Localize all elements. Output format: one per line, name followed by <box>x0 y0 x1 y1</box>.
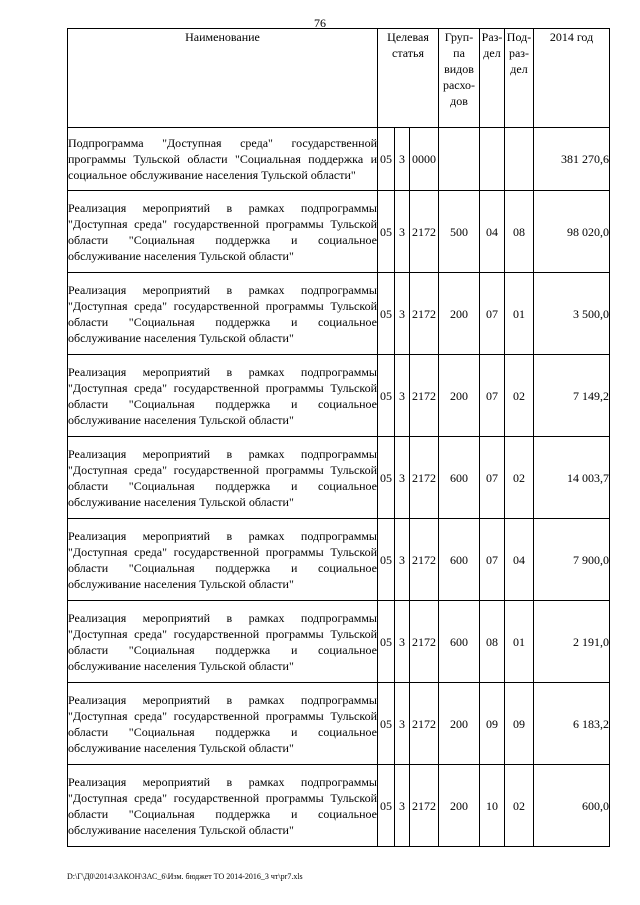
target-code-part1: 05 <box>378 601 395 683</box>
table-row <box>68 355 610 437</box>
target-code-part1: 05 <box>378 765 395 847</box>
amount-2014: 381 270,6 <box>534 128 610 191</box>
row-name: Подпрограмма "Доступная среда" государственной программы Тульской области "Социальная поддержка и социальное обслуживание населения Тульской области" <box>68 128 378 191</box>
amount-2014: 7 900,0 <box>534 519 610 601</box>
page-number: 76 <box>314 16 326 30</box>
target-code-part2: 3 <box>395 683 410 765</box>
section-code: 10 <box>480 765 505 847</box>
target-code-part2: 3 <box>395 519 410 601</box>
expense-group-code: 200 <box>439 765 480 847</box>
target-code-part1: 05 <box>378 437 395 519</box>
header-expense-group: Груп-па видов расхо-дов <box>439 29 480 128</box>
target-code-part1: 05 <box>378 191 395 273</box>
target-code-part2: 3 <box>395 191 410 273</box>
target-code-part3: 2172 <box>410 601 439 683</box>
row-name: Реализация мероприятий в рамках подпрограммы "Доступная среда" государственной программы Тульской области "Социальная поддержка и социальное обслуживание населения Тульской области" <box>68 437 378 519</box>
target-code-part1: 05 <box>378 683 395 765</box>
target-code-part1: 05 <box>378 273 395 355</box>
target-code-part3: 2172 <box>410 765 439 847</box>
header-section: Раз-дел <box>480 29 505 128</box>
amount-2014: 600,0 <box>534 765 610 847</box>
header-target-article: Целевая статья <box>378 29 439 128</box>
table-row <box>68 273 610 355</box>
target-code-part3: 2172 <box>410 519 439 601</box>
row-name: Реализация мероприятий в рамках подпрограммы "Доступная среда" государственной программы Тульской области "Социальная поддержка и социальное обслуживание населения Тульской области" <box>68 519 378 601</box>
subsection-code: 02 <box>505 437 534 519</box>
row-name: Реализация мероприятий в рамках подпрограммы "Доступная среда" государственной программы Тульской области "Социальная поддержка и социальное обслуживание населения Тульской области" <box>68 273 378 355</box>
row-name: Реализация мероприятий в рамках подпрограммы "Доступная среда" государственной программы Тульской области "Социальная поддержка и социальное обслуживание населения Тульской области" <box>68 683 378 765</box>
header-year: 2014 год <box>534 29 610 128</box>
target-code-part3: 2172 <box>410 683 439 765</box>
table-row <box>68 437 610 519</box>
subsection-code: 01 <box>505 601 534 683</box>
table-row <box>68 683 610 765</box>
amount-2014: 2 191,0 <box>534 601 610 683</box>
target-code-part3: 2172 <box>410 355 439 437</box>
subsection-code: 02 <box>505 765 534 847</box>
amount-2014: 14 003,7 <box>534 437 610 519</box>
target-code-part2: 3 <box>395 601 410 683</box>
expense-group-code: 600 <box>439 437 480 519</box>
subsection-code: 01 <box>505 273 534 355</box>
target-code-part2: 3 <box>395 273 410 355</box>
header-name: Наименование <box>68 29 378 128</box>
expense-group-code <box>439 128 480 191</box>
target-code-part1: 05 <box>378 519 395 601</box>
subsection-code: 09 <box>505 683 534 765</box>
expense-group-code: 500 <box>439 191 480 273</box>
target-code-part2: 3 <box>395 765 410 847</box>
table-row <box>68 765 610 847</box>
table-row <box>68 601 610 683</box>
target-code-part2: 3 <box>395 355 410 437</box>
expense-group-code: 200 <box>439 273 480 355</box>
subsection-code: 02 <box>505 355 534 437</box>
section-code: 07 <box>480 355 505 437</box>
target-code-part2: 3 <box>395 437 410 519</box>
target-code-part3: 0000 <box>410 128 439 191</box>
amount-2014: 98 020,0 <box>534 191 610 273</box>
section-code: 08 <box>480 601 505 683</box>
section-code: 07 <box>480 273 505 355</box>
section-code: 07 <box>480 437 505 519</box>
expense-group-code: 200 <box>439 683 480 765</box>
table-row <box>68 519 610 601</box>
header-subsection: Под-раз-дел <box>505 29 534 128</box>
target-code-part3: 2172 <box>410 273 439 355</box>
section-code <box>480 128 505 191</box>
amount-2014: 3 500,0 <box>534 273 610 355</box>
subsection-code <box>505 128 534 191</box>
expense-group-code: 600 <box>439 601 480 683</box>
table-body <box>68 128 610 847</box>
table-row <box>68 128 610 191</box>
target-code-part1: 05 <box>378 128 395 191</box>
row-name: Реализация мероприятий в рамках подпрограммы "Доступная среда" государственной программы Тульской области "Социальная поддержка и социальное обслуживание населения Тульской области" <box>68 191 378 273</box>
section-code: 07 <box>480 519 505 601</box>
subsection-code: 08 <box>505 191 534 273</box>
section-code: 09 <box>480 683 505 765</box>
target-code-part1: 05 <box>378 355 395 437</box>
amount-2014: 7 149,2 <box>534 355 610 437</box>
table-row <box>68 191 610 273</box>
row-name: Реализация мероприятий в рамках подпрограммы "Доступная среда" государственной программы Тульской области "Социальная поддержка и социальное обслуживание населения Тульской области" <box>68 355 378 437</box>
amount-2014: 6 183,2 <box>534 683 610 765</box>
row-name: Реализация мероприятий в рамках подпрограммы "Доступная среда" государственной программы Тульской области "Социальная поддержка и социальное обслуживание населения Тульской области" <box>68 601 378 683</box>
target-code-part3: 2172 <box>410 437 439 519</box>
section-code: 04 <box>480 191 505 273</box>
budget-table <box>67 28 610 847</box>
target-code-part2: 3 <box>395 128 410 191</box>
file-path: D:\Г\Д0\2014\ЗАКОН\ЗАС_6\Изм. бюджет ТО 2014-2016_3 чт\pr7.xls <box>67 872 303 881</box>
subsection-code: 04 <box>505 519 534 601</box>
table-header-row <box>68 29 610 128</box>
target-code-part3: 2172 <box>410 191 439 273</box>
expense-group-code: 200 <box>439 355 480 437</box>
row-name: Реализация мероприятий в рамках подпрограммы "Доступная среда" государственной программы Тульской области "Социальная поддержка и социальное обслуживание населения Тульской области" <box>68 765 378 847</box>
expense-group-code: 600 <box>439 519 480 601</box>
